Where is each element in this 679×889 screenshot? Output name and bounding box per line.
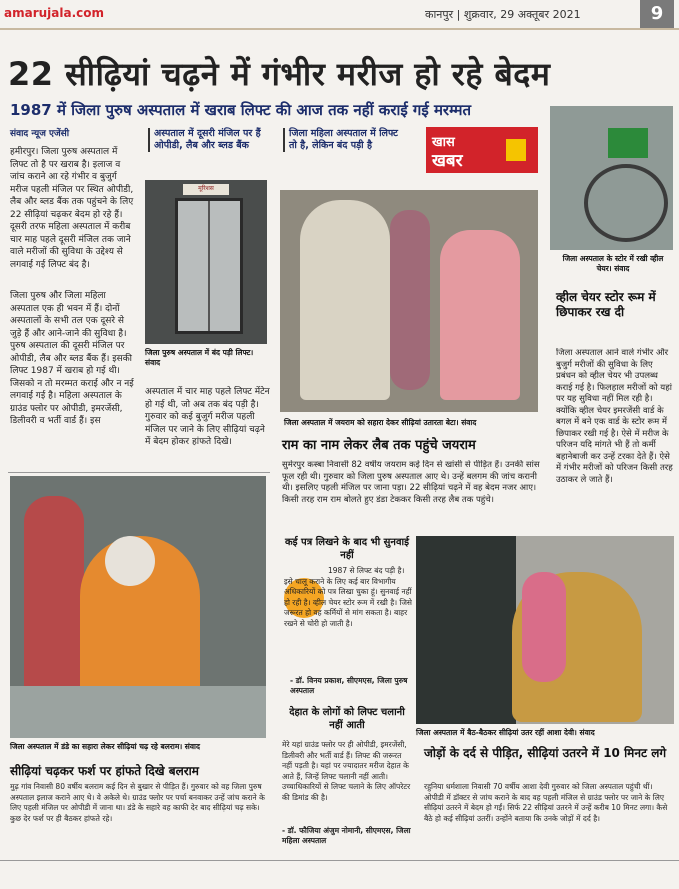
news-icon: [506, 139, 526, 161]
body-paragraph-1: हमीरपुर। जिला पुरुष अस्पताल में लिफ्ट तो है पर खराब है। इलाज व जांच कराने आ रहे गंभीर व बुजुर्ग मरीज पहली मंजिल पर स्थित ओपीडी, लैब और ब्लड बैंक तक पहुंचने के लिए 22 सीढ़ियां चढ़कर बेदम हो रहे हैं। दूसरी तरफ महिला अस्पताल में करीब चार माह पहले दूसरी मंजिल तक जाने वाले मरीजों की सुविधा के उद्देश्य से लगवाई गई लिफ्ट बंद है।: [10, 147, 134, 270]
elderly-man-figure: [300, 200, 390, 400]
balram-photo: [10, 476, 266, 738]
lift-photo: [145, 180, 267, 344]
woman-figure: [390, 210, 430, 390]
headline: 22 सीढ़ियां चढ़ने में गंभीर मरीज हो रहे बेदम: [8, 55, 551, 93]
letters-story-title: कई पत्र लिखने के बाद भी सुनवाई नहीं: [284, 537, 410, 561]
asha-story-text: रहुनिया धर्मशाला निवासी 70 वर्षीय आशा देवी गुरुवार को जिला अस्पताल पहुंची थीं। ओपीडी में डॉक्टर से जांच कराने के बाद वह पहली मंजिल से ग्राउंड फ्लोर पर जाने के लिए सीढ़ियां उतरने में बेदम हो गईं। सिर्फ 22 सीढ़ियां उतरने में उन्हें करीब 10 मिनट लगा। कैसे बैठे हो कई सीढ़ियां उतरीं। उन्होंने बताया कि उनके जोड़ों में दर्द है।: [424, 782, 668, 823]
attendant-figure: [24, 496, 84, 696]
balram-story-title: सीढ़ियां चढ़कर फर्श पर हांफते दिखे बलराम: [10, 764, 199, 778]
page-number: 9: [640, 0, 674, 28]
dateline: कानपुर | शुक्रवार, 29 अक्तूबर 2021: [425, 8, 581, 21]
wheelchair-story-title: व्हील चेयर स्टोर रूम में छिपाकर रख दी: [556, 290, 656, 319]
byline: संवाद न्यूज एजेंसी: [10, 129, 70, 139]
balram-story-text: मुढ़ गांव निवासी 80 वर्षीय बलराम कई दिन से बुखार से पीड़ित हैं। गुरुवार को वह जिला पुरुष अस्पताल इलाज कराने आए थे। वे अकेले थे। ग्राउंड फ्लोर पर पर्चा बनवाकर उन्हें जांच कराने के लिए पहली मंजिल पर ओपीडी में जाना था। डंडे के सहारे वह काफी देर बाद सीढ़ियां चढ़ सके। कुछ देर फर्श पर ही बैठकर हांफते रहे।: [10, 782, 265, 823]
khas-khabar-line2: खबर: [432, 151, 463, 171]
site-name: amarujala.com: [4, 6, 105, 20]
balram-head: [105, 536, 155, 586]
subheadline: 1987 में जिला पुरुष अस्पताल में खराब लिफ्ट की आज तक नहीं कराई गई मरम्मत: [10, 101, 472, 119]
village-story-title: देहात के लोगों को लिफ्ट चलानी नहीं आती: [289, 707, 405, 731]
village-quote-by: - डॉ. फौजिया अंजुम नोमानी, सीएमएस, जिला महिला अस्पताल: [282, 826, 411, 845]
jayram-photo: [280, 190, 538, 412]
wheelchair-photo: [550, 106, 673, 250]
box-opd-floor: अस्पताल में दूसरी मंजिल पर हैं ओपीडी, लैब और ब्लड बैंक: [148, 128, 276, 152]
jayram-story-text: सुमेरपुर कस्बा निवासी 82 वर्षीय जयराम कई दिन से खांसी से पीड़ित हैं। उनकी सांस फूल रही थी। गुरुवार को जिला पुरुष अस्पताल आए थे। उन्हें बलगम की जांच करानी थी। इसलिए पहली मंजिल पर जाना पड़ा। 22 सीढ़ियां चढ़ने में वह बेदम नजर आए। किसी तरह राम राम बोलते हुए डंडा टेककर किसी तरह लैब तक पहुंचे।: [282, 460, 540, 505]
khas-khabar-line1: खास: [432, 135, 455, 150]
letters-story-text: 1987 से लिफ्ट बंद पड़ी है। इसे चालू कराने के लिए कई बार विभागीय अधिकारियों को पत्र लिखा चुका हूं। सुनवाई नहीं हो रही है। व्हील चेयर स्टोर रूम में रखी है। जिसे जरूरत हो वह कर्मियों से मांग सकता है। बाहर रखने से चोरी हो जाती है।: [284, 566, 412, 628]
body-paragraph-2: जिला पुरुष और जिला महिला अस्पताल एक ही भवन में हैं। दोनों अस्पतालों के सभी तल एक दूसरे से जुड़े हैं और आने-जाने की सुविधा है। पुरुष अस्पताल की दूसरी मंजिल पर ओपीडी, लैब और ब्लड बैंक हैं। इसकी लिफ्ट 1987 में खराब हो गई थी। जिसको न तो मरम्मत कराई और न नई लगवाई गई है। महिला अस्पताल के ग्राउंड फ्लोर पर ओपीडी, इमरजेंसी, डिलीवरी व भर्ती वार्ड हैं। इस: [10, 291, 134, 426]
lift-door: [175, 198, 243, 334]
village-story-text: मेरे यहां ग्राउंड फ्लोर पर ही ओपीडी, इमरजेंसी, डिलीवरी और भर्ती वार्ड हैं। लिफ्ट की जरूरत नहीं पड़ती है। यहां पर ज्यादातर मरीज देहात के आते हैं, जिन्हें लिफ्ट चलानी नहीं आती। उच्चाधिकारियों से लिफ्ट चलाने के लिए ऑपरेटर की डिमांड की है।: [282, 740, 411, 802]
son-figure: [440, 230, 520, 400]
asha-story-title: जोड़ों के दर्द से पीड़ित, सीढ़ियां उतरने में 10 मिनट लगे: [424, 746, 667, 760]
caption-lift: जिला पुरुष अस्पताल में बंद पड़ी लिफ्ट। संवाद: [145, 348, 267, 368]
stairs: [10, 686, 266, 738]
wheelchair-wheel: [584, 164, 668, 242]
body-paragraph-3: अस्पताल में चार माह पहले लिफ्ट मेंटेन हो गई थी, जो अब तक बंद पड़ी है। गुरुवार को कई बुजुर्ग मरीज पहली मंजिल पर जाने के लिए सीढ़ियां चढ़ने में बेदम होकर हांफते दिखे।: [145, 387, 270, 447]
pink-shawl: [522, 572, 566, 682]
letters-quote-by: - डॉ. विनय प्रकाश, सीएमएस, जिला पुरुष अस्पताल: [290, 676, 408, 695]
caption-balram: जिला अस्पताल में डंडे का सहारा लेकर सीढ़ियां चढ़ रहे बलराम। संवाद: [10, 742, 266, 752]
asha-photo: [416, 536, 674, 724]
stair-railing: [416, 536, 516, 724]
caption-jayram: जिला अस्पताल में जयराम को सहारा देकर सीढ़ियां उतारता बेटा। संवाद: [284, 418, 538, 428]
caption-asha: जिला अस्पताल में बैठ-बैठकर सीढ़ियां उतर रहीं आशा देवी। संवाद: [416, 728, 674, 738]
caption-wheelchair: जिला अस्पताल के स्टोर में रखी व्हील चेयर। संवाद: [554, 254, 672, 274]
box-women-hospital-lift: जिला महिला अस्पताल में लिफ्ट तो है, लेकिन बंद पड़ी है: [283, 128, 407, 152]
divider: [8, 472, 270, 473]
wheelchair-story-text: जिला अस्पताल आने वाले गंभीर और बुजुर्ग मरीजों की सुविधा के लिए प्रबंधन को व्हील चेयर भी उपलब्ध कराई गई है। फिलहाल मरीजों को यहां पर यह सुविधा नहीं मिल रही है। क्योंकि व्हील चेयर इमरजेंसी वार्ड के बगल में बने एक वार्ड के स्टोर रूम में छिपाकर रखी गई है। ऐसे में मरीज के परिजन यदि मांगते भी हैं तो कर्मी बहानेबाजी कर उन्हें टरका देते हैं। ऐसे में गंभीर मरीजों को परिजन किसी तरह उठाकर ले जाते हैं।: [556, 348, 673, 485]
jayram-story-title: राम का नाम लेकर लैब तक पहुंचे जयराम: [282, 438, 476, 453]
bottom-divider: [0, 860, 679, 861]
lift-sign: मूरिशस: [183, 184, 229, 195]
green-bin: [608, 128, 648, 158]
